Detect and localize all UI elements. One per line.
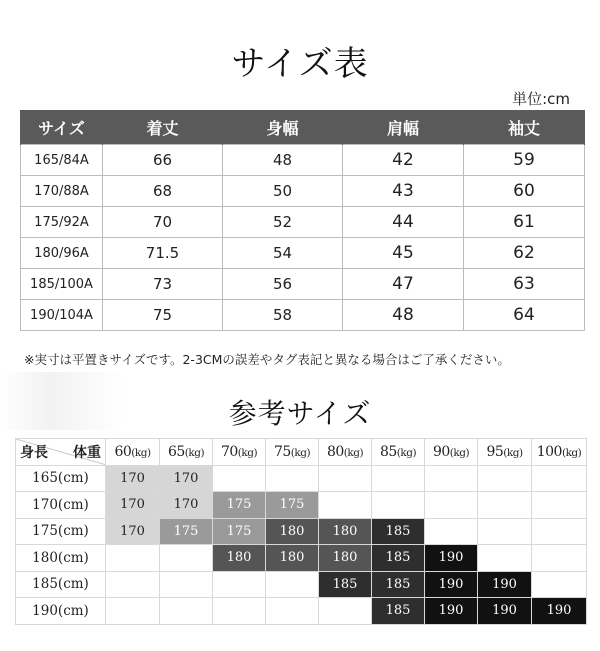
empty-cell (266, 465, 319, 492)
recommended-size-cell: 175 (266, 492, 319, 519)
empty-cell (425, 465, 478, 492)
size-table (20, 110, 585, 331)
height-row (16, 598, 587, 625)
recommended-size-cell: 175 (213, 518, 266, 545)
empty-cell (532, 545, 587, 572)
recommended-size-cell: 180 (319, 545, 372, 572)
weight-unit: (kg) (290, 446, 311, 459)
empty-cell (478, 465, 532, 492)
height-row (16, 545, 587, 572)
weight-axis-label: 体重 (73, 445, 101, 461)
header-sleeve-length: 袖丈 (464, 110, 585, 145)
header-size: サイズ (21, 110, 103, 145)
size-cell: 175/92A (21, 207, 103, 238)
empty-cell (213, 571, 266, 598)
empty-cell (425, 518, 478, 545)
recommended-size-cell: 170 (106, 465, 160, 492)
length-cell: 73 (103, 269, 223, 300)
size-cell: 185/100A (21, 269, 103, 300)
weight-header (266, 439, 319, 466)
height-row (16, 465, 587, 492)
body-width-cell: 56 (223, 269, 343, 300)
empty-cell (106, 571, 160, 598)
page-title: サイズ表 (231, 44, 369, 84)
shoulder-width-cell: 48 (343, 300, 464, 331)
measurement-note: ※実寸は平置きサイズです。2-3CMの誤差やタグ表記と異なる場合はご了承ください。 (24, 352, 510, 367)
weight-unit: (kg) (343, 446, 364, 459)
recommended-size-cell: 180 (319, 518, 372, 545)
size-cell: 180/96A (21, 238, 103, 269)
shoulder-width-cell: 42 (343, 145, 464, 176)
size-table-row (21, 300, 585, 331)
weight-value: 80 (326, 443, 344, 460)
weight-header (160, 439, 213, 466)
recommended-size-cell: 170 (106, 518, 160, 545)
header-length: 着丈 (103, 110, 223, 145)
weight-value: 95 (486, 443, 504, 460)
empty-cell (532, 492, 587, 519)
empty-cell (425, 492, 478, 519)
shoulder-width-cell: 47 (343, 269, 464, 300)
reference-title: 参考サイズ (228, 397, 372, 430)
recommended-size-cell: 170 (160, 492, 213, 519)
height-label: 185(cm) (16, 571, 106, 598)
empty-cell (266, 571, 319, 598)
recommended-size-cell: 190 (478, 571, 532, 598)
unit-label: 単位:cm (512, 90, 570, 108)
sleeve-length-cell: 62 (464, 238, 585, 269)
weight-unit: (kg) (396, 446, 417, 459)
recommended-size-cell: 190 (478, 598, 532, 625)
weight-value: 90 (432, 443, 450, 460)
sleeve-length-cell: 63 (464, 269, 585, 300)
sleeve-length-cell: 61 (464, 207, 585, 238)
height-label: 165(cm) (16, 465, 106, 492)
recommended-size-cell: 180 (213, 545, 266, 572)
weight-header (372, 439, 425, 466)
empty-cell (532, 571, 587, 598)
weight-unit: (kg) (131, 446, 151, 459)
empty-cell (266, 598, 319, 625)
empty-cell (319, 465, 372, 492)
length-cell: 66 (103, 145, 223, 176)
size-table-row (21, 207, 585, 238)
height-axis-label: 身長 (20, 444, 48, 461)
sleeve-length-cell: 64 (464, 300, 585, 331)
recommended-size-cell: 175 (160, 518, 213, 545)
shoulder-width-cell: 43 (343, 176, 464, 207)
length-cell: 75 (103, 300, 223, 331)
weight-value: 85 (379, 443, 397, 460)
weight-header-row (16, 439, 587, 466)
empty-cell (213, 598, 266, 625)
weight-unit: (kg) (449, 446, 470, 459)
shoulder-width-cell: 44 (343, 207, 464, 238)
empty-cell (319, 598, 372, 625)
size-cell: 190/104A (21, 300, 103, 331)
header-shoulder-width: 肩幅 (343, 110, 464, 145)
empty-cell (478, 492, 532, 519)
recommended-size-cell: 185 (319, 571, 372, 598)
length-cell: 70 (103, 207, 223, 238)
weight-header (532, 439, 587, 466)
height-label: 180(cm) (16, 545, 106, 572)
empty-cell (106, 545, 160, 572)
recommended-size-cell: 185 (372, 518, 425, 545)
recommended-size-cell: 185 (372, 598, 425, 625)
height-label: 190(cm) (16, 598, 106, 625)
size-cell: 170/88A (21, 176, 103, 207)
weight-header (106, 439, 160, 466)
empty-cell (213, 465, 266, 492)
empty-cell (106, 598, 160, 625)
weight-header (425, 439, 478, 466)
recommended-size-cell: 190 (425, 571, 478, 598)
weight-value: 65 (167, 443, 185, 460)
sleeve-length-cell: 59 (464, 145, 585, 176)
recommended-size-cell: 170 (160, 465, 213, 492)
size-cell: 165/84A (21, 145, 103, 176)
recommended-size-cell: 190 (425, 545, 478, 572)
shoulder-width-cell: 45 (343, 238, 464, 269)
weight-header (478, 439, 532, 466)
body-width-cell: 54 (223, 238, 343, 269)
empty-cell (319, 492, 372, 519)
weight-unit: (kg) (503, 446, 523, 459)
weight-unit: (kg) (184, 446, 205, 459)
weight-unit: (kg) (561, 446, 582, 459)
empty-cell (160, 571, 213, 598)
height-row (16, 518, 587, 545)
body-width-cell: 50 (223, 176, 343, 207)
height-label: 175(cm) (16, 518, 106, 545)
weight-value: 100 (536, 443, 562, 460)
recommended-size-cell: 190 (425, 598, 478, 625)
height-label: 170(cm) (16, 492, 106, 519)
empty-cell (478, 545, 532, 572)
size-table-row (21, 145, 585, 176)
height-row (16, 571, 587, 598)
body-width-cell: 52 (223, 207, 343, 238)
empty-cell (478, 518, 532, 545)
size-table-row (21, 269, 585, 300)
recommended-size-cell: 190 (532, 598, 587, 625)
recommended-size-cell: 180 (266, 518, 319, 545)
weight-value: 75 (273, 443, 291, 460)
size-table-header-row (21, 110, 585, 145)
empty-cell (532, 465, 587, 492)
empty-cell (532, 518, 587, 545)
weight-header (213, 439, 266, 466)
empty-cell (160, 545, 213, 572)
empty-cell (372, 492, 425, 519)
sleeve-length-cell: 60 (464, 176, 585, 207)
recommended-size-cell: 170 (106, 492, 160, 519)
recommended-size-cell: 175 (213, 492, 266, 519)
weight-header (319, 439, 372, 466)
corner-header (16, 439, 106, 466)
body-width-cell: 58 (223, 300, 343, 331)
height-row (16, 492, 587, 519)
reference-size-table (15, 438, 587, 625)
length-cell: 68 (103, 176, 223, 207)
recommended-size-cell: 180 (266, 545, 319, 572)
length-cell: 71.5 (103, 238, 223, 269)
recommended-size-cell: 185 (372, 545, 425, 572)
weight-unit: (kg) (237, 446, 258, 459)
size-table-row (21, 176, 585, 207)
body-width-cell: 48 (223, 145, 343, 176)
empty-cell (160, 598, 213, 625)
size-table-row (21, 238, 585, 269)
recommended-size-cell: 185 (372, 571, 425, 598)
header-body-width: 身幅 (223, 110, 343, 145)
empty-cell (372, 465, 425, 492)
weight-value: 70 (220, 443, 238, 460)
weight-value: 60 (114, 443, 132, 460)
